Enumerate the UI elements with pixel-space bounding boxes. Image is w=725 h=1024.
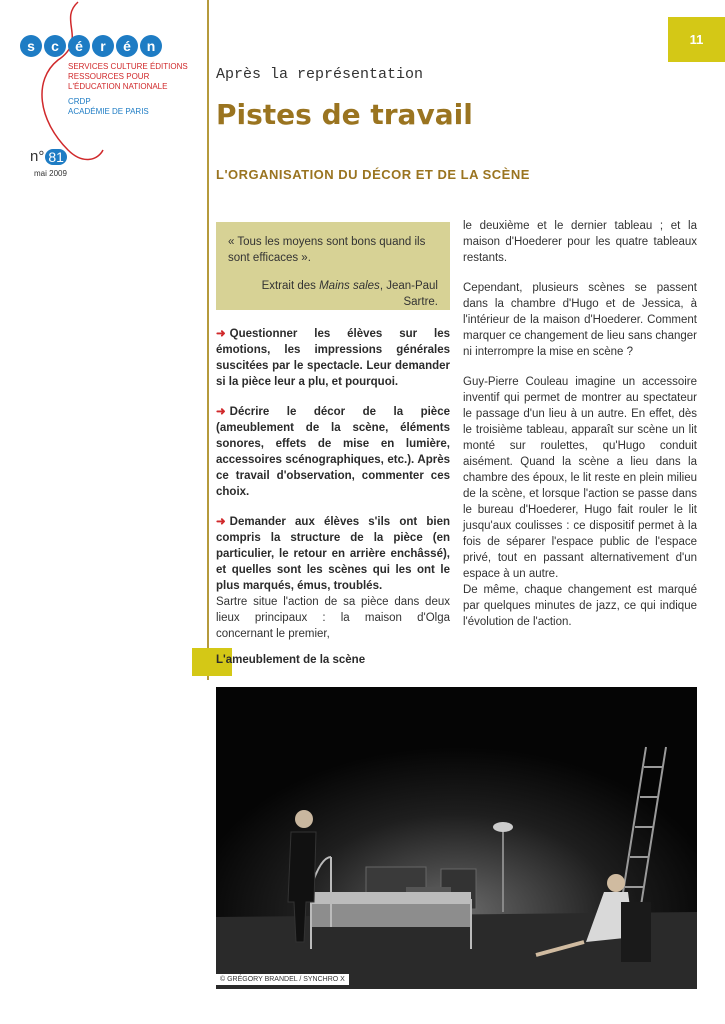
quote-source-prefix: Extrait des [261, 280, 320, 292]
quote-text: « Tous les moyens sont bons quand ils sont efficaces ». [228, 236, 426, 264]
body-paragraph: Cependant, plusieurs scènes se passent dans la chambre d'Hugo et de Jessica, à l'intérieur de la maison d'Hoederer. Comment marquer ce changement de lieu sans changer ni interrompre la mise en scène ? [463, 282, 697, 358]
task-item [216, 404, 450, 500]
logo-red-line: L'ÉDUCATION NATIONALE [68, 82, 168, 91]
quote-box [216, 222, 450, 310]
stage-photo [216, 687, 697, 989]
task-text: Questionner les élèves sur les émotions, les impressions générales suscitées par le spectacle. Leur demander si la pièce leur a plu, et pourquoi. [216, 328, 450, 388]
body-paragraph: De même, chaque changement est marqué par quelques minutes de jazz, ce qui indique l'évolution de l'action. [463, 584, 697, 628]
logo-letter: é [68, 35, 90, 57]
vertical-divider [207, 0, 209, 680]
body-paragraph: Sartre situe l'action de sa pièce dans deux lieux principaux : la maison d'Olga concernant le premier, [216, 596, 450, 640]
task-text: Demander aux élèves s'ils ont bien compris la structure de la pièce (en particulier, le retour en arrière enchâssé), et quelles sont les scènes qui les ont le plus marqués, émus, troublés. [216, 516, 450, 592]
quote-source [228, 278, 438, 310]
section-title: L'ORGANISATION DU DÉCOR ET DE LA SCÈNE [216, 167, 530, 182]
task-item [216, 326, 450, 390]
logo-letter: s [20, 35, 42, 57]
task-text: Décrire le décor de la pièce (ameublement de la scène, éléments sonores, effets de mise en lumière, accessoires scénographiques, etc.). Après ce travail d'observation, commenter ces choix. [216, 406, 450, 498]
issue-date: mai 2009 [34, 169, 67, 178]
right-column [463, 218, 697, 644]
page-number-tab [668, 17, 725, 62]
arrow-right-icon: ➜ [216, 406, 226, 418]
issue-prefix: n° [30, 148, 45, 165]
body-paragraph: Guy-Pierre Couleau imagine un accessoire inventif qui permet de montrer au spectateur le passage d'un lieu à un autre. En effet, dès le troisième tableau, apparaît sur scène un lit monté sur roulettes, qu'Hugo conduit aisément. Quand la scène a lieu dans la chambre des époux, le lit reste en plein milieu de la scène, et lorsque l'action se passe dans le bureau d'Hoederer, Hugo fait rouler le lit jusqu'aux coulisses : ce dispositif permet à la fois de séparer l'espace public de l'espace privé, tout en passant alternativement d'un espace à un autre. [463, 376, 697, 580]
photo-caption: L'ameublement de la scène [216, 654, 366, 666]
logo-tagline-red [68, 62, 188, 92]
quote-source-suffix: , Jean-Paul Sartre. [379, 280, 438, 308]
body-paragraph: le deuxième et le dernier tableau ; et la maison d'Hoederer pour les quatre tableaux restants. [463, 220, 697, 264]
issue-number-badge: 81 [45, 149, 67, 165]
logo-blue-line: CRDP [68, 97, 91, 106]
page-title: Pistes de travail [216, 98, 473, 131]
logo-red-line: SERVICES CULTURE ÉDITIONS [68, 62, 188, 71]
logo-tagline-blue [68, 97, 188, 117]
logo-letter: c [44, 35, 66, 57]
quote-source-work: Mains sales [319, 280, 380, 292]
arrow-right-icon: ➜ [216, 328, 226, 340]
logo-letter: n [140, 35, 162, 57]
arrow-right-icon: ➜ [216, 516, 226, 528]
task-item [216, 514, 450, 594]
logo-blue-line: ACADÉMIE DE PARIS [68, 107, 149, 116]
photo-credit: © GRÉGORY BRANDEL / SYNCHRO X [216, 974, 349, 985]
kicker: Après la représentation [216, 66, 424, 83]
sceren-logo [20, 35, 162, 61]
stage-photo-illustration [216, 687, 697, 989]
logo-letter: r [92, 35, 114, 57]
logo-red-line: RESSOURCES POUR [68, 72, 150, 81]
page-number: 11 [689, 32, 704, 47]
left-column [216, 326, 450, 656]
issue-number [30, 148, 67, 165]
logo-letter: é [116, 35, 138, 57]
